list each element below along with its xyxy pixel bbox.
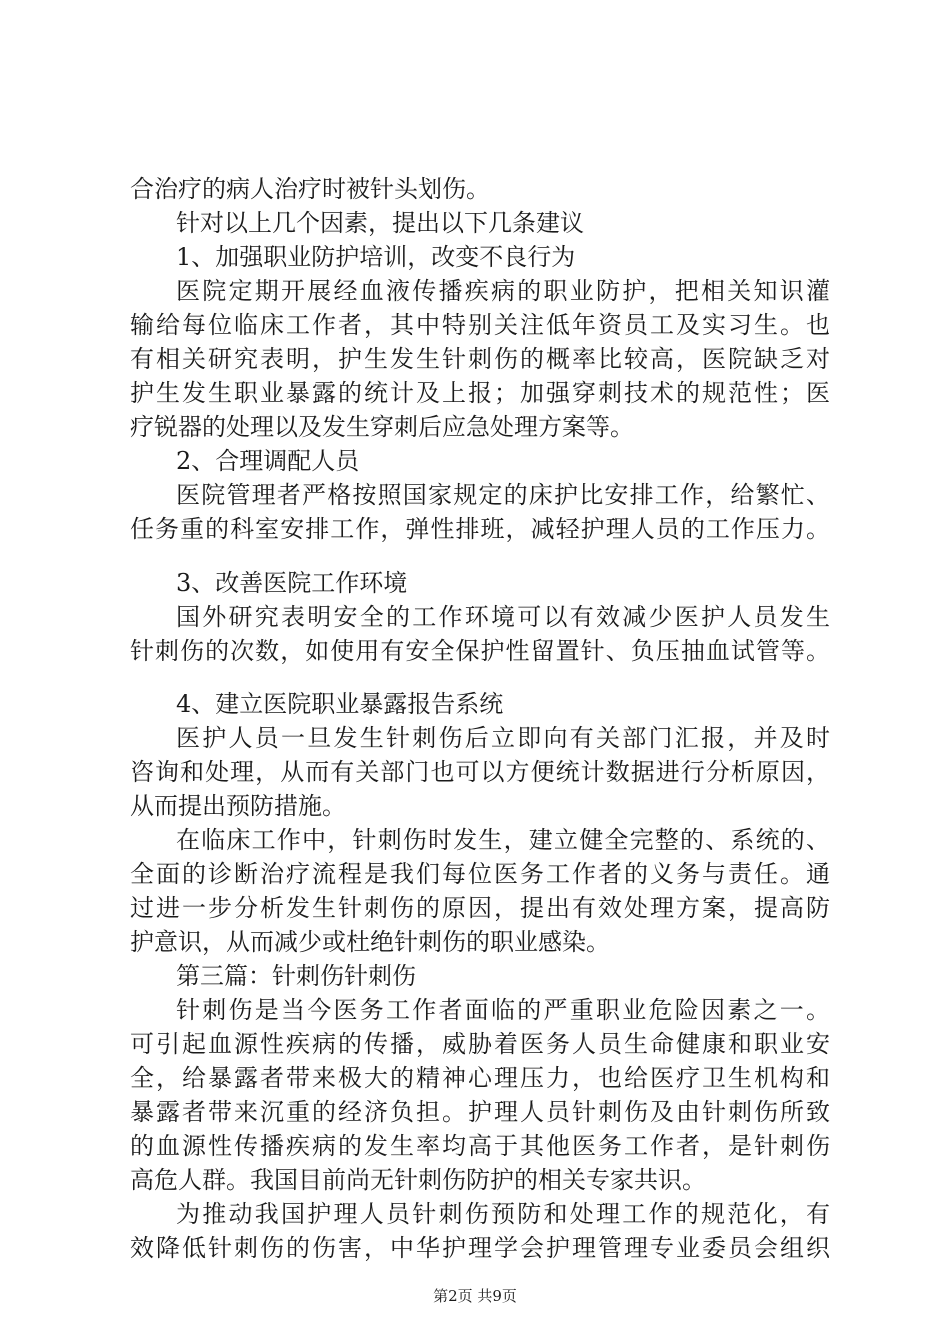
section-heading: 3、改善医院工作环境: [176, 569, 408, 597]
text-line: 高危人群。我国目前尚无针刺伤防护的相关专家共识。: [130, 1166, 706, 1194]
text-line: 针对以上几个因素，提出以下几条建议: [176, 209, 584, 237]
page-footer: 第2页 共9页: [433, 1287, 517, 1305]
section-heading: 第三篇：针刺伤针刺伤: [176, 962, 416, 990]
text-line: 护生发生职业暴露的统计及上报；加强穿刺技术的规范性；医: [130, 379, 830, 407]
text-line: 在临床工作中，针刺伤时发生，建立健全完整的、系统的、: [176, 826, 830, 854]
text-line: 医院管理者严格按照国家规定的床护比安排工作，给繁忙、: [176, 481, 830, 509]
text-line: 的血源性传播疾病的发生率均高于其他医务工作者，是针刺伤: [130, 1132, 830, 1160]
text-line: 针刺伤的次数，如使用有安全保护性留置针、负压抽血试管等。: [130, 637, 830, 665]
text-line: 国外研究表明安全的工作环境可以有效减少医护人员发生: [176, 603, 830, 631]
text-line: 合治疗的病人治疗时被针头划伤。: [130, 175, 490, 203]
section-heading: 1、加强职业防护培训，改变不良行为: [176, 243, 576, 271]
text-line: 针刺伤是当今医务工作者面临的严重职业危险因素之一。: [176, 996, 830, 1024]
text-line: 医院定期开展经血液传播疾病的职业防护，把相关知识灌: [176, 277, 830, 305]
text-line: 可引起血源性疾病的传播，威胁着医务人员生命健康和职业安: [130, 1030, 830, 1058]
section-heading: 2、合理调配人员: [176, 447, 360, 475]
text-line: 有相关研究表明，护生发生针刺伤的概率比较高，医院缺乏对: [130, 345, 830, 373]
text-line: 医护人员一旦发生针刺伤后立即向有关部门汇报，并及时: [176, 724, 830, 752]
text-line: 全面的诊断治疗流程是我们每位医务工作者的义务与责任。通: [130, 860, 830, 888]
text-line: 从而提出预防措施。: [130, 792, 346, 820]
text-line: 疗锐器的处理以及发生穿刺后应急处理方案等。: [130, 413, 634, 441]
text-line: 为推动我国护理人员针刺伤预防和处理工作的规范化，有: [176, 1200, 830, 1228]
text-line: 咨询和处理，从而有关部门也可以方便统计数据进行分析原因，: [130, 758, 830, 786]
text-line: 过进一步分析发生针刺伤的原因，提出有效处理方案，提高防: [130, 894, 830, 922]
text-line: 全，给暴露者带来极大的精神心理压力，也给医疗卫生机构和: [130, 1064, 830, 1092]
text-line: 效降低针刺伤的伤害，中华护理学会护理管理专业委员会组织: [130, 1234, 830, 1262]
text-line: 暴露者带来沉重的经济负担。护理人员针刺伤及由针刺伤所致: [130, 1098, 830, 1126]
text-line: 任务重的科室安排工作，弹性排班，减轻护理人员的工作压力。: [130, 515, 830, 543]
section-heading: 4、建立医院职业暴露报告系统: [176, 690, 504, 718]
text-line: 护意识，从而减少或杜绝针刺伤的职业感染。: [130, 928, 610, 956]
text-line: 输给每位临床工作者，其中特别关注低年资员工及实习生。也: [130, 311, 830, 339]
